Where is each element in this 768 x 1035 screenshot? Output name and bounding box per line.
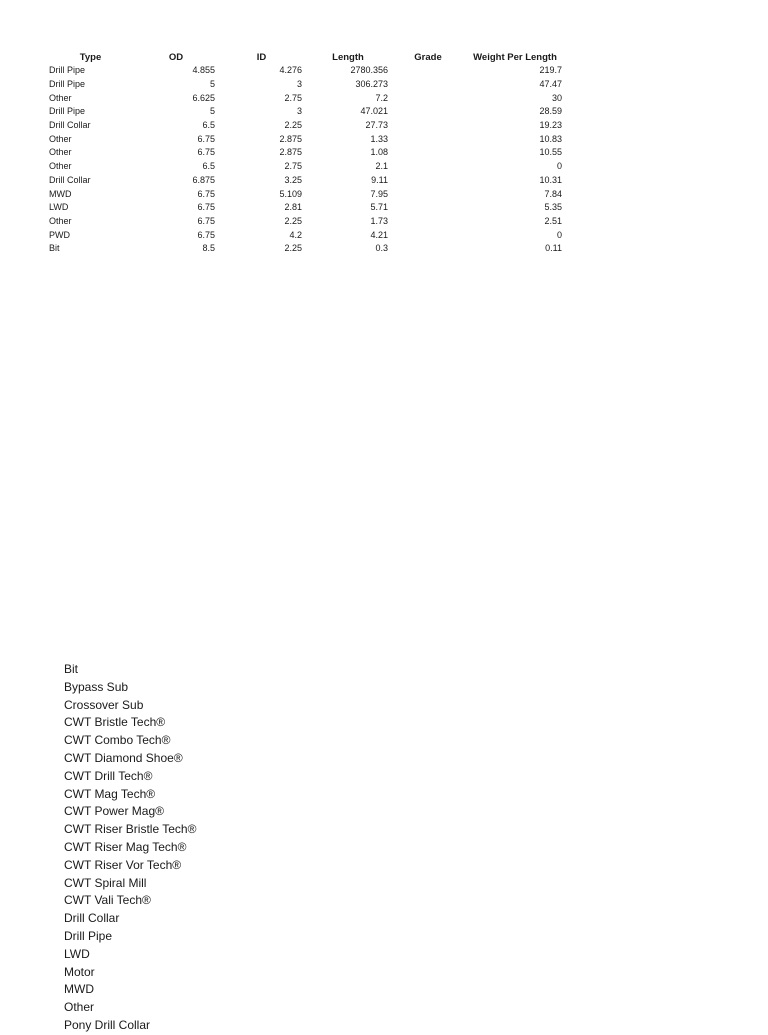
list-item: Motor	[64, 964, 95, 979]
table-row	[47, 132, 565, 146]
cell-od: 8.5	[202, 243, 215, 254]
table-row	[47, 105, 565, 119]
table-row	[47, 174, 565, 188]
list-item: Bit	[64, 662, 79, 676]
cell-od: 6.875	[192, 174, 215, 185]
list-item: CWT Power Mag®	[64, 804, 164, 819]
table-row	[47, 187, 565, 201]
cell-type: LWD	[49, 202, 69, 213]
cell-grade	[391, 160, 465, 174]
table-header-row	[47, 50, 565, 64]
column-header-grade: Grade	[414, 51, 442, 63]
component-type-list	[64, 661, 196, 1035]
cell-length: 1.73	[370, 215, 388, 226]
table-row	[47, 242, 565, 256]
cell-od: 6.75	[197, 133, 215, 144]
cell-type: Other	[49, 215, 72, 226]
cell-od: 5	[209, 79, 215, 90]
cell-weight-per-length: 28.59	[539, 106, 562, 117]
list-item: CWT Vali Tech®	[64, 893, 151, 908]
cell-type: Bit	[49, 243, 60, 254]
cell-grade	[391, 78, 465, 92]
cell-od: 6.75	[197, 229, 215, 240]
cell-od: 6.75	[197, 215, 215, 226]
cell-weight-per-length: 0	[556, 229, 562, 240]
cell-length: 1.33	[370, 133, 388, 144]
cell-weight-per-length: 219.7	[539, 65, 562, 76]
cell-type: PWD	[49, 229, 70, 240]
list-item: MWD	[64, 982, 94, 997]
cell-type: Other	[49, 161, 72, 172]
cell-id: 2.81	[284, 202, 302, 213]
cell-length: 5.71	[370, 202, 388, 213]
cell-od: 5	[209, 106, 215, 117]
cell-weight-per-length: 19.23	[539, 120, 562, 131]
cell-type: Drill Collar	[49, 174, 91, 185]
cell-id: 2.875	[279, 147, 302, 158]
table-row	[47, 201, 565, 215]
cell-id: 2.875	[279, 133, 302, 144]
list-item: Bypass Sub	[64, 679, 129, 694]
cell-grade	[391, 174, 465, 188]
cell-length: 306.273	[355, 79, 388, 90]
cell-length: 7.95	[370, 188, 388, 199]
cell-type: Other	[49, 147, 72, 158]
cell-id: 2.25	[284, 243, 302, 254]
list-item: LWD	[64, 946, 90, 961]
cell-grade	[391, 64, 465, 78]
cell-weight-per-length: 30	[551, 92, 562, 103]
cell-grade	[391, 91, 465, 105]
cell-id: 4.276	[279, 65, 302, 76]
list-item: CWT Riser Bristle Tech®	[64, 822, 197, 837]
cell-od: 4.855	[192, 65, 215, 76]
bha-components-table	[47, 50, 565, 256]
cell-type: Other	[49, 92, 72, 103]
cell-id: 3	[296, 106, 302, 117]
table-row	[47, 160, 565, 174]
cell-length: 4.21	[370, 229, 388, 240]
table-body	[47, 64, 565, 256]
list-item: Other	[64, 1000, 95, 1015]
list-item: Drill Collar	[64, 911, 120, 926]
cell-length: 27.73	[365, 120, 388, 131]
cell-id: 2.75	[284, 161, 302, 172]
cell-id: 3.25	[284, 174, 302, 185]
column-header-id: ID	[256, 51, 267, 63]
table-row	[47, 91, 565, 105]
cell-length: 0.3	[375, 243, 388, 254]
cell-od: 6.75	[197, 202, 215, 213]
cell-length: 2.1	[375, 161, 388, 172]
list-item: Drill Pipe	[64, 928, 113, 943]
cell-od: 6.5	[202, 120, 215, 131]
list-item: CWT Spiral Mill	[64, 875, 147, 890]
table-row	[47, 228, 565, 242]
column-header-length: Length	[332, 51, 364, 63]
cell-id: 2.25	[284, 120, 302, 131]
cell-length: 47.021	[360, 106, 388, 117]
cell-id: 5.109	[279, 188, 302, 199]
cell-type: MWD	[49, 188, 72, 199]
cell-length: 2780.356	[350, 65, 388, 76]
column-header-type: Type	[79, 51, 102, 63]
cell-weight-per-length: 5.35	[544, 202, 562, 213]
cell-od: 6.75	[197, 188, 215, 199]
cell-weight-per-length: 47.47	[539, 79, 562, 90]
cell-weight-per-length: 10.83	[539, 133, 562, 144]
cell-type: Other	[49, 133, 72, 144]
column-header-od: OD	[168, 51, 184, 63]
cell-type: Drill Pipe	[49, 106, 86, 117]
cell-grade	[391, 201, 465, 215]
cell-grade	[391, 242, 465, 256]
cell-id: 4.2	[289, 229, 302, 240]
cell-od: 6.5	[202, 161, 215, 172]
list-item: CWT Bristle Tech®	[64, 715, 166, 730]
table-row	[47, 78, 565, 92]
cell-weight-per-length: 10.55	[539, 147, 562, 158]
cell-weight-per-length: 10.31	[539, 174, 562, 185]
list-item: CWT Mag Tech®	[64, 786, 156, 801]
list-item: CWT Drill Tech®	[64, 768, 153, 783]
cell-id: 3	[296, 79, 302, 90]
cell-type: Drill Pipe	[49, 79, 86, 90]
table-row	[47, 215, 565, 229]
cell-grade	[391, 119, 465, 133]
cell-length: 1.08	[370, 147, 388, 158]
cell-grade	[391, 132, 465, 146]
column-header-weight-per-length: Weight Per Length	[473, 51, 557, 63]
cell-type: Drill Pipe	[49, 65, 86, 76]
list-item: CWT Combo Tech®	[64, 733, 171, 748]
list-item: CWT Diamond Shoe®	[64, 750, 183, 765]
cell-grade	[391, 146, 465, 160]
list-item: CWT Riser Vor Tech®	[64, 857, 182, 872]
table-row	[47, 146, 565, 160]
list-item: Crossover Sub	[64, 697, 144, 712]
list-item: CWT Riser Mag Tech®	[64, 839, 187, 854]
table-row	[47, 64, 565, 78]
cell-id: 2.75	[284, 92, 302, 103]
cell-grade	[391, 105, 465, 119]
cell-length: 9.11	[371, 174, 388, 185]
list-item: Pony Drill Collar	[64, 1017, 151, 1032]
cell-weight-per-length: 0.11	[545, 243, 562, 254]
cell-type: Drill Collar	[49, 120, 91, 131]
cell-od: 6.625	[192, 92, 215, 103]
cell-grade	[391, 228, 465, 242]
cell-weight-per-length: 2.51	[544, 215, 562, 226]
cell-weight-per-length: 7.84	[544, 188, 562, 199]
cell-od: 6.75	[197, 147, 215, 158]
table-row	[47, 119, 565, 133]
cell-grade	[391, 187, 465, 201]
cell-weight-per-length: 0	[556, 161, 562, 172]
cell-length: 7.2	[375, 92, 388, 103]
cell-id: 2.25	[284, 215, 302, 226]
cell-grade	[391, 215, 465, 229]
